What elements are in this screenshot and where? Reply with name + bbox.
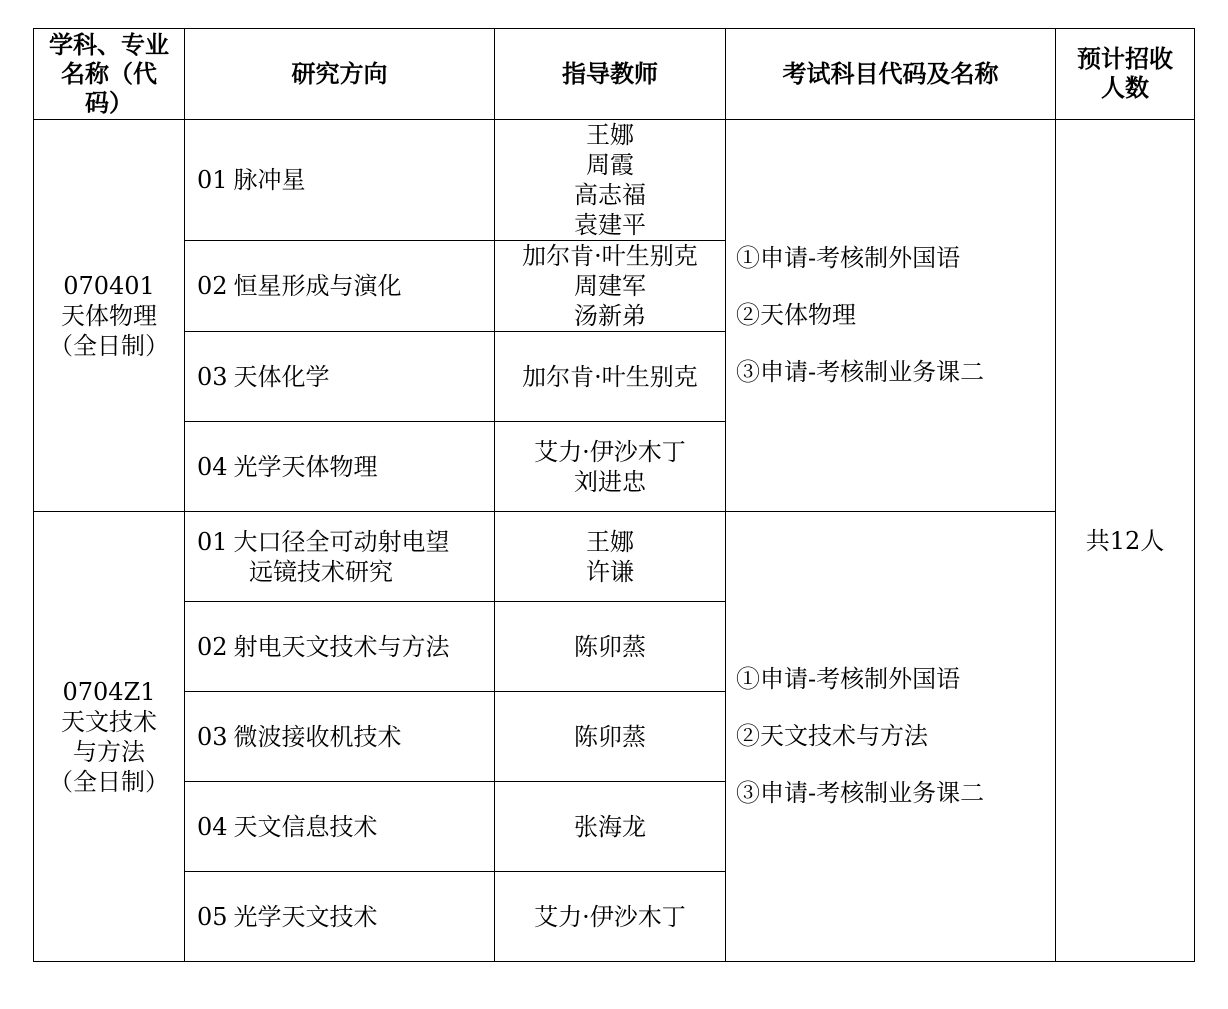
direction-cell: 04 光学天体物理 xyxy=(185,422,495,512)
advisor-cell: 张海龙 xyxy=(495,782,726,872)
advisor-cell: 加尔肯·叶生别克 周建军 汤新弟 xyxy=(495,241,726,332)
table-row xyxy=(34,120,1195,241)
table-row xyxy=(34,512,1195,602)
enrollment-table xyxy=(33,28,1195,962)
quota-cell: 共12人 xyxy=(1056,120,1195,962)
exam-cell: ①申请-考核制外国语 ②天文技术与方法 ③申请-考核制业务课二 xyxy=(726,512,1056,962)
advisor-cell: 艾力·伊沙木丁 刘进忠 xyxy=(495,422,726,512)
header-exam: 考试科目代码及名称 xyxy=(726,29,1056,120)
header-subject: 学科、专业 名称（代 码） xyxy=(34,29,185,120)
advisor-cell: 加尔肯·叶生别克 xyxy=(495,332,726,422)
direction-cell: 01 脉冲星 xyxy=(185,120,495,241)
direction-cell: 05 光学天文技术 xyxy=(185,872,495,962)
direction-cell: 01 大口径全可动射电望 远镜技术研究 xyxy=(185,512,495,602)
exam-cell: ①申请-考核制外国语 ②天体物理 ③申请-考核制业务课二 xyxy=(726,120,1056,512)
header-direction: 研究方向 xyxy=(185,29,495,120)
subject-cell: 0704Z1 天文技术 与方法 （全日制） xyxy=(34,512,185,962)
header-quota: 预计招收 人数 xyxy=(1056,29,1195,120)
header-advisor: 指导教师 xyxy=(495,29,726,120)
subject-cell: 070401 天体物理 （全日制） xyxy=(34,120,185,512)
header-row xyxy=(34,29,1195,120)
direction-cell: 03 天体化学 xyxy=(185,332,495,422)
advisor-cell: 艾力·伊沙木丁 xyxy=(495,872,726,962)
direction-cell: 03 微波接收机技术 xyxy=(185,692,495,782)
direction-cell: 02 恒星形成与演化 xyxy=(185,241,495,332)
direction-cell: 02 射电天文技术与方法 xyxy=(185,602,495,692)
advisor-cell: 王娜 周霞 高志福 袁建平 xyxy=(495,120,726,241)
advisor-cell: 陈卯蒸 xyxy=(495,602,726,692)
direction-cell: 04 天文信息技术 xyxy=(185,782,495,872)
advisor-cell: 陈卯蒸 xyxy=(495,692,726,782)
advisor-cell: 王娜 许谦 xyxy=(495,512,726,602)
